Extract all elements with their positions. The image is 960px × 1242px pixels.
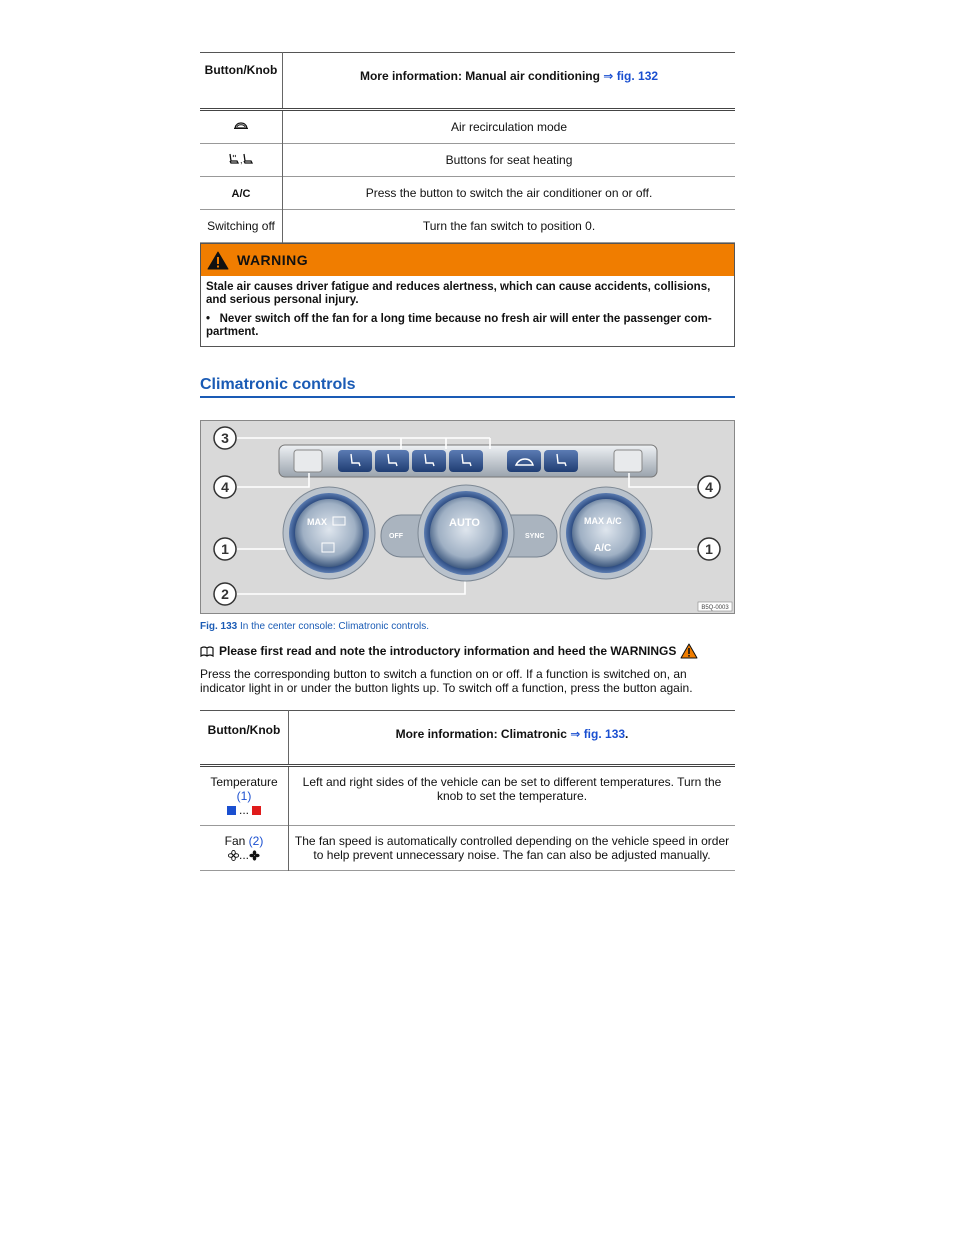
fan-range: ... (204, 848, 284, 862)
knob-label-auto: AUTO (449, 517, 480, 529)
figure-caption (200, 621, 429, 632)
header-button-knob: Button/Knob (200, 53, 283, 110)
right-square-button[interactable] (614, 450, 642, 472)
header-button-knob: Button/Knob (200, 711, 289, 766)
warning-box (200, 243, 735, 347)
section-title: Climatronic controls (200, 376, 356, 393)
callout-1-left (214, 538, 236, 560)
climatronic-table-block (200, 710, 735, 871)
row-description: Turn the fan switch to position 0. (283, 210, 736, 243)
recirculation-icon (233, 121, 249, 131)
seat-heat-left-button[interactable] (338, 450, 372, 472)
fig-132-link[interactable]: fig. 132 (616, 69, 659, 83)
row-description: Left and right sides of the vehicle can be set to different temperatures. Turn the knob to set the temperature. (289, 766, 736, 826)
callout-3 (214, 427, 236, 449)
callout-2 (214, 583, 236, 605)
svg-text:2: 2 (221, 586, 229, 602)
row-ref: (1) (236, 789, 252, 803)
ac-icon: A/C (231, 188, 251, 200)
row-description: Buttons for seat heating (283, 144, 736, 177)
svg-text:1: 1 (705, 541, 713, 557)
fan-speed-knob[interactable] (381, 485, 557, 581)
fan-high-icon (249, 850, 260, 861)
knob-label-off: OFF (389, 533, 403, 540)
hot-square-icon (252, 806, 261, 815)
temperature-range: ... (204, 803, 284, 817)
bullet: • (206, 313, 211, 325)
row-label: Switching off (207, 219, 275, 233)
row-ref: (2) (248, 834, 264, 848)
note-lead-text: Please first read and note the introductory information and heed the WARNINGS (219, 644, 677, 658)
manual-ac-table (200, 52, 735, 243)
row-label: Fan (224, 834, 246, 848)
warning-header (201, 244, 734, 276)
arrow-symbol: ⇒ (603, 69, 614, 83)
table-header-row (200, 53, 735, 110)
knob-label-sync: SYNC (525, 533, 545, 540)
arrow-symbol: ⇒ (570, 727, 581, 741)
row-description: Press the button to switch the air conditioner on or off. (283, 177, 736, 210)
cold-square-icon (227, 806, 236, 815)
recirculation-button[interactable] (507, 450, 541, 472)
warning-body (201, 276, 734, 346)
warning-text: Stale air causes driver fatigue and reduces alertness, which can cause accidents, collisions, and serious personal injury. (206, 281, 711, 306)
table-row (200, 110, 735, 144)
table-row (200, 177, 735, 210)
left-square-button[interactable] (294, 450, 322, 472)
svg-text:,: , (240, 154, 243, 165)
warning-bullet-item: • Never switch off the fan for a long time because no fresh air will enter the passenger com-partment. (206, 313, 712, 338)
warning-title: WARNING (237, 252, 309, 268)
left-temperature-knob[interactable] (283, 487, 375, 579)
seat-heating-icon (227, 153, 255, 165)
climatronic-panel-illustration (201, 421, 734, 613)
defrost-button[interactable] (375, 450, 409, 472)
svg-text:4: 4 (705, 479, 713, 495)
note-text: Press the corresponding button to switch a function on or off. If a function is switched on, an indicator light in or under the button lights up. To switch off a function, press the button again. (200, 667, 693, 695)
header-more-info: More information: Climatronic ⇒ fig. 133. (289, 711, 736, 766)
knob-label-max-ac: MAX A/C (584, 516, 622, 526)
warning-triangle-icon (207, 251, 229, 270)
figure-number: Fig. 133 (200, 621, 238, 632)
book-icon (200, 646, 214, 657)
svg-text:B5Q-0003: B5Q-0003 (701, 605, 729, 611)
fig-133-link[interactable]: fig. 133 (583, 727, 626, 741)
table-row (200, 210, 735, 243)
intro-note (200, 643, 735, 695)
climatronic-figure (200, 420, 735, 614)
row-description: The fan speed is automatically controlled depending on the vehicle speed in order to help prevent unnecessary noise. The fan can also be adjusted manually. (289, 826, 736, 871)
row-description: Air recirculation mode (283, 110, 736, 144)
warning-triangle-icon (680, 643, 698, 659)
table-row (200, 144, 735, 177)
section-heading (200, 376, 735, 398)
svg-text:4: 4 (221, 479, 229, 495)
table-header-row (200, 711, 735, 766)
knob-label-ac: A/C (594, 543, 612, 554)
svg-text:1: 1 (221, 541, 229, 557)
row-label: Temperature (210, 775, 278, 789)
right-temperature-knob[interactable] (560, 487, 652, 579)
svg-text:3: 3 (221, 430, 229, 446)
seat-heat-right-button[interactable] (544, 450, 578, 472)
seat-vent-right-button[interactable] (449, 450, 483, 472)
callout-4-left (214, 476, 236, 498)
figure-code (698, 602, 732, 611)
seat-vent-button[interactable] (412, 450, 446, 472)
note-lead (200, 643, 735, 659)
knob-label-max: MAX (307, 517, 327, 527)
manual-ac-table-block (200, 52, 735, 243)
figure-caption-text: In the center console: Climatronic controls. (237, 621, 430, 632)
fan-low-icon (228, 850, 239, 861)
table-row (200, 826, 735, 871)
climatronic-table (200, 710, 735, 871)
callout-4-right (698, 476, 720, 498)
table-row (200, 766, 735, 826)
callout-1-right (698, 538, 720, 560)
header-more-info: More information: Manual air conditioning ⇒ fig. 132 (283, 53, 736, 110)
